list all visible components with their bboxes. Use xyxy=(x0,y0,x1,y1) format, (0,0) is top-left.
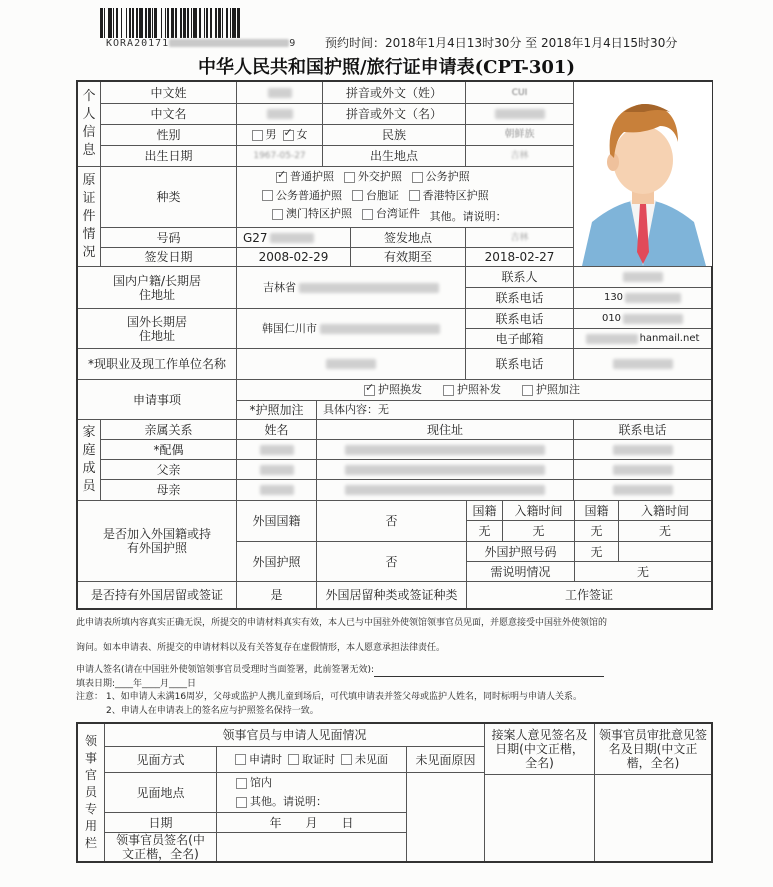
family-row-spouse: *配偶 xyxy=(100,439,236,459)
personal-section-label xyxy=(78,82,100,166)
contact-person-value xyxy=(573,266,711,287)
gender-male-checkbox[interactable]: 男 xyxy=(252,128,277,142)
place-other[interactable]: 其他。请说明： xyxy=(236,795,327,809)
given-cn-value xyxy=(236,103,322,124)
issue-place-label: 签发地点 xyxy=(350,227,465,247)
occupation-label: *现职业及现工作单位名称 xyxy=(78,348,236,379)
fill-date: 填表日期:____年____月____日 xyxy=(76,679,197,689)
work-phone-label: 联系电话 xyxy=(465,348,573,379)
surname-cn-value xyxy=(236,82,322,103)
applicant-photo xyxy=(573,82,712,266)
section-char: 领 xyxy=(84,734,97,748)
section-char: 信 xyxy=(82,125,96,140)
no-meeting-reason-value xyxy=(406,772,484,861)
contact-person-label: 联系人 xyxy=(465,266,573,287)
passport-number-extra xyxy=(618,541,711,561)
father-name xyxy=(236,459,316,479)
entry-header-2: 入籍时间 xyxy=(618,500,711,520)
occupation-value xyxy=(236,348,465,379)
section-char: 件 xyxy=(82,208,96,224)
receiver-opinion-value xyxy=(484,774,594,861)
meeting-place-label: 见面地点 xyxy=(104,772,216,812)
section-char: 原 xyxy=(82,172,96,188)
method-no-meeting[interactable]: 未见面 xyxy=(341,753,388,767)
section-char: 用 xyxy=(84,819,97,833)
application-label: 申请事项 xyxy=(78,379,236,419)
barcode xyxy=(100,8,308,38)
country-header-2: 国籍 xyxy=(574,500,618,520)
section-char: 息 xyxy=(82,143,96,158)
abroad-address-value: 韩国仁川市 xyxy=(236,308,465,348)
section-char: 庭 xyxy=(82,443,96,458)
surname-en-label: 拼音或外文（姓） xyxy=(322,82,465,103)
birthplace-label: 出生地点 xyxy=(322,145,465,166)
original-doc-section-label xyxy=(78,166,100,266)
passport-renewal-checkbox[interactable]: ✓ 护照换发 xyxy=(364,383,422,397)
doc-number-label: 号码 xyxy=(100,227,236,247)
relation-header: 亲属关系 xyxy=(100,419,236,439)
type-service-passport[interactable]: 公务护照 xyxy=(412,170,470,184)
contact-phone-label: 联系电话 xyxy=(465,287,573,308)
gender-label: 性别 xyxy=(100,124,236,145)
email-value: hanmail.net xyxy=(573,328,711,348)
explain-label: 需说明情况 xyxy=(466,561,574,581)
section-char: 家 xyxy=(82,425,96,440)
domestic-address-label: 国内户籍/长期居住地址 xyxy=(78,266,236,308)
appointment-time: 预约时间：2018年1月4日13时30分 至 2018年1月4日15时30分 xyxy=(325,36,678,50)
meeting-method-options xyxy=(216,746,406,772)
passport-number-value: 无 xyxy=(574,541,618,561)
surname-en-value: CUI xyxy=(465,82,573,103)
signature-line: 申请人签名(请在中国驻外使领馆领事官员受理时当面签署，此前签署无效): xyxy=(76,664,604,677)
no-meeting-reason-label: 未见面原因 xyxy=(406,746,484,772)
residence-type-label: 外国居留种类或签证种类 xyxy=(316,581,466,608)
type-macau-passport[interactable]: 澳门特区护照 xyxy=(272,207,352,221)
doc-type-options xyxy=(236,166,573,227)
mother-name xyxy=(236,479,316,500)
type-hk-passport[interactable]: 香港特区护照 xyxy=(409,189,489,203)
family-row-father: 父亲 xyxy=(100,459,236,479)
form-title: 中华人民共和国护照/旅行证申请表(CPT-301) xyxy=(198,57,575,78)
meeting-date-label: 日期 xyxy=(104,812,216,832)
valid-until-value: 2018-02-27 xyxy=(465,247,573,266)
doc-type-label: 种类 xyxy=(100,166,236,227)
section-char: 专 xyxy=(84,802,97,816)
endorsement-value: 具体内容：无 xyxy=(316,400,711,419)
issue-date-value: 2008-02-29 xyxy=(236,247,350,266)
issue-date-label: 签发日期 xyxy=(100,247,236,266)
method-on-apply[interactable]: 申请时 xyxy=(235,753,282,767)
section-char: 员 xyxy=(84,785,97,799)
passport-reissue-checkbox[interactable]: 护照补发 xyxy=(443,383,501,397)
valid-until-label: 有效期至 xyxy=(350,247,465,266)
spouse-phone xyxy=(573,439,711,459)
note-1: 注意： 1、如申请人未满16周岁，父母或监护人携儿童到场后，可代填申请表并签父母或监护人姓名，同时标明与申请人关系。 xyxy=(76,692,583,702)
work-phone-value xyxy=(573,348,711,379)
mother-address xyxy=(316,479,573,500)
ethnicity-value: 朝鲜族 xyxy=(465,124,573,145)
phone-header: 联系电话 xyxy=(573,419,711,439)
approver-opinion-label: 领事官员审批意见签名及日期(中文正楷，全名) xyxy=(594,724,711,774)
section-char: 人 xyxy=(82,107,96,122)
foreign-question: 是否加入外国籍或持有外国护照 xyxy=(78,500,236,581)
abroad-address-label: 国外长期居住地址 xyxy=(78,308,236,348)
endorsement-label: *护照加注 xyxy=(236,400,316,419)
father-phone xyxy=(573,459,711,479)
gender-female-checkbox[interactable]: ✓ 女 xyxy=(283,128,308,142)
family-row-mother: 母亲 xyxy=(100,479,236,500)
domestic-address-value: 吉林省 xyxy=(236,266,465,308)
given-en-value xyxy=(465,103,573,124)
given-cn-label: 中文名 xyxy=(100,103,236,124)
passport-number-label: 外国护照号码 xyxy=(466,541,574,561)
section-char: 员 xyxy=(82,479,96,494)
spouse-name xyxy=(236,439,316,459)
dob-value: 1967-05-27 xyxy=(236,145,322,166)
contact-phone-value: 130 xyxy=(573,287,711,308)
foreign-nationality-value: 否 xyxy=(316,500,466,541)
section-char: 官 xyxy=(84,768,97,782)
issue-place-value: 吉林 xyxy=(465,227,573,247)
entry-header-1: 入籍时间 xyxy=(502,500,574,520)
approver-opinion-value xyxy=(594,774,711,861)
foreign-passport-label: 外国护照 xyxy=(236,541,316,581)
section-char: 成 xyxy=(82,461,96,476)
entry-value-2: 无 xyxy=(618,520,711,541)
section-char: 栏 xyxy=(84,836,97,850)
place-inside[interactable]: 馆内 xyxy=(236,776,272,790)
address-header: 现住址 xyxy=(316,419,573,439)
meeting-method-label: 见面方式 xyxy=(104,746,216,772)
officer-sign-label: 领事官员签名(中文正楷，全名) xyxy=(104,832,216,861)
residence-question: 是否持有外国居留或签证 xyxy=(78,581,236,608)
country-header-1: 国籍 xyxy=(466,500,502,520)
section-char: 证 xyxy=(82,190,96,206)
declaration-line-1: 此申请表所填内容真实正确无误，所提交的申请材料真实有效，本人已与中国驻外使领馆领事官员见面，并愿意接受中国驻外使领馆的 xyxy=(76,618,608,628)
name-header: 姓名 xyxy=(236,419,316,439)
meeting-place-options xyxy=(216,772,406,812)
type-taiwan-compatriot[interactable]: 台胞证 xyxy=(352,189,399,203)
section-char: 情 xyxy=(82,226,96,242)
type-taiwan-document[interactable]: 台湾证件 xyxy=(362,207,420,221)
passport-endorsement-checkbox[interactable]: 护照加注 xyxy=(522,383,580,397)
officer-sign-value xyxy=(216,832,406,861)
abroad-phone-value: 010 xyxy=(573,308,711,328)
residence-type-value: 工作签证 xyxy=(466,581,711,608)
surname-cn-label: 中文姓 xyxy=(100,82,236,103)
spouse-address xyxy=(316,439,573,459)
mother-phone xyxy=(573,479,711,500)
explain-value: 无 xyxy=(574,561,711,581)
receiver-opinion-label: 接案人意见签名及日期(中文正楷，全名) xyxy=(484,724,594,774)
consular-section-label xyxy=(78,724,104,861)
type-ordinary-passport[interactable]: ✓ 普通护照 xyxy=(276,170,334,184)
email-label: 电子邮箱 xyxy=(465,328,573,348)
gender-options xyxy=(236,124,322,145)
type-other[interactable]: 其他。请说明： xyxy=(429,209,507,223)
birthplace-value: 吉林 xyxy=(465,145,573,166)
barcode-number: KORA20171 9 xyxy=(106,38,297,49)
method-on-pickup[interactable]: 取证时 xyxy=(288,753,335,767)
abroad-phone-label: 联系电话 xyxy=(465,308,573,328)
declaration-line-2: 询问。如本申请表、所提交的申请材料以及有关答复存在虚假情形，本人愿意承担法律责任。 xyxy=(76,643,446,653)
foreign-nationality-label: 外国国籍 xyxy=(236,500,316,541)
meeting-date-value: 年 月 日 xyxy=(216,812,406,832)
residence-value: 是 xyxy=(236,581,316,608)
section-char: 事 xyxy=(84,751,97,765)
country-value-1: 无 xyxy=(466,520,502,541)
meeting-header: 领事官员与申请人见面情况 xyxy=(104,724,484,746)
section-char: 个 xyxy=(82,89,96,104)
type-public-affairs-passport[interactable]: 公务普通护照 xyxy=(262,189,342,203)
entry-value-1: 无 xyxy=(502,520,574,541)
country-value-2: 无 xyxy=(574,520,618,541)
ethnicity-label: 民族 xyxy=(322,124,465,145)
foreign-passport-value: 否 xyxy=(316,541,466,581)
section-char: 况 xyxy=(82,244,96,260)
doc-number-value: G27 xyxy=(236,227,350,247)
family-section-label xyxy=(78,419,100,500)
note-2: 2、申请人在申请表上的签名应与护照签名保持一致。 xyxy=(106,706,319,716)
father-address xyxy=(316,459,573,479)
type-diplomatic-passport[interactable]: 外交护照 xyxy=(344,170,402,184)
application-options xyxy=(236,379,711,400)
given-en-label: 拼音或外文（名） xyxy=(322,103,465,124)
dob-label: 出生日期 xyxy=(100,145,236,166)
